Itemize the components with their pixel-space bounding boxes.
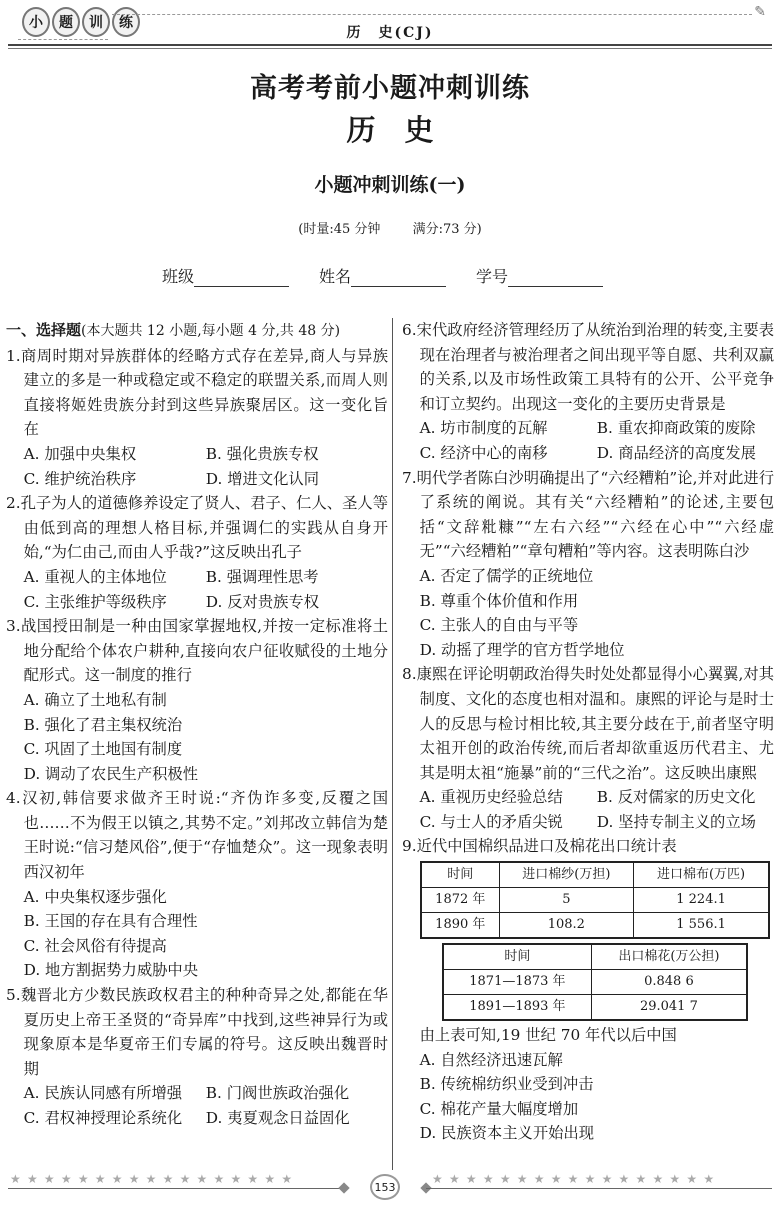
question-4 [6, 786, 388, 983]
question-stem: 1.商周时期对异族群体的经略方式存在差异,商人与异族建立的多是一种或稳定或不稳定的联盟关系,而周人则直接将姬姓贵族分封到这些异族聚居区。这一变化旨在 [6, 346, 388, 439]
right-column [402, 318, 774, 1146]
section-heading [6, 318, 388, 344]
full-score: 满分:73 分) [412, 222, 482, 237]
header-rule [8, 44, 772, 46]
table-row [421, 913, 769, 939]
option-d[interactable]: D. 商品经济的高度发展 [596, 443, 756, 462]
option-c[interactable]: C. 经济中心的南移 [419, 443, 548, 462]
table-header-cell: 时间 [443, 944, 591, 970]
badge-char: 小 [22, 7, 50, 37]
answer-options [402, 785, 774, 834]
table-header-cell: 进口棉纱(万担) [499, 862, 634, 888]
question-stem: 7.明代学者陈白沙明确提出了“六经糟粕”论,并对此进行了系统的阐说。其有关“六经糟粕”的论述,主要包括“文辞粃糠”“左右六经”“六经在心中”“六经虚无”“六经糟粕”“章句糟粕”等内容。这表明陈白沙 [402, 468, 774, 561]
answer-options [6, 885, 388, 983]
table-header-row [421, 862, 769, 888]
option-c[interactable]: C. 巩固了土地国有制度 [23, 740, 183, 759]
header-subject: 历 史(CJ) [346, 25, 434, 41]
table-header-cell: 时间 [421, 862, 499, 888]
export-table [442, 943, 748, 1021]
subtitle: 小题冲刺训练(一) [314, 174, 466, 196]
badge-char: 题 [52, 7, 80, 37]
option-b[interactable]: B. 传统棉纺织业受到冲击 [419, 1075, 594, 1094]
table-header-row [443, 944, 747, 970]
table-cell: 1872 年 [421, 888, 499, 913]
option-a[interactable]: A. 重视历史经验总结 [419, 788, 563, 807]
question-9 [402, 834, 774, 1146]
class-label: 班级 [162, 267, 195, 286]
question-stem: 3.战国授田制是一种由国家掌握地权,并按一定标准将土地分配给个体农户耕种,直接向农户征收赋役的土地分配形式。这一制度的推行 [6, 617, 388, 685]
question-stem: 2.孔子为人的道德修养设定了贤人、君子、仁人、圣人等由低到高的理想人格目标,并强调仁的实践从自身开始,“为仁由己,而由人乎哉?”这反映出孔子 [6, 494, 388, 562]
footer-rule [8, 1188, 344, 1189]
footer-rule [426, 1188, 772, 1189]
table-row [443, 970, 747, 995]
name-label: 姓名 [319, 267, 352, 286]
table-row [443, 995, 747, 1021]
table-cell: 1871—1873 年 [443, 970, 591, 995]
answer-options [402, 1048, 774, 1146]
option-b[interactable]: B. 王国的存在具有合理性 [23, 912, 198, 931]
badge-char: 练 [112, 7, 140, 37]
diamond-icon [338, 1182, 349, 1193]
table-cell: 1 556.1 [634, 913, 769, 939]
question-stem: 8.康熙在评论明朝政治得失时处处都显得小心翼翼,对其制度、文化的态度也相对温和。康熙的评论与是时士人的反思与检讨相比较,其主要分歧在于,前者坚守明太祖开创的政治传统,而后者却欲重返历代君主、尤其是明太祖“施暴”前的“三代之治”。这反映出康熙 [402, 665, 774, 782]
question-prompt: 由上表可知,19 世纪 70 年代以后中国 [419, 1026, 677, 1045]
star-row: ★★★★★★★★★★★★★★★★★ [432, 1172, 721, 1186]
option-a[interactable]: A. 自然经济迅速瓦解 [419, 1050, 563, 1069]
question-stem: 5.魏晋北方少数民族政权君主的种种奇异之处,都能在华夏历史上帝王圣贤的“奇异库”中找到,这些神异行为或现象原本是华夏帝王们专属的符号。这反映出魏晋时期 [6, 986, 388, 1078]
table-cell: 1891—1893 年 [443, 995, 591, 1021]
option-a[interactable]: A. 加强中央集权 [23, 444, 137, 463]
option-c[interactable]: C. 与士人的矛盾尖锐 [419, 812, 563, 831]
answer-options [6, 442, 388, 491]
question-6 [402, 318, 774, 466]
option-a[interactable]: A. 否定了儒学的正统地位 [419, 566, 594, 585]
time-limit: (时量:45 分钟 [298, 222, 381, 237]
question-8 [402, 662, 774, 834]
question-3 [6, 614, 388, 786]
table-cell: 29.041 7 [591, 995, 747, 1021]
table-cell: 1890 年 [421, 913, 499, 939]
table-header-cell: 进口棉布(万匹) [634, 862, 769, 888]
option-b[interactable]: B. 门阀世族政治强化 [205, 1084, 350, 1103]
question-stem: 4.汉初,韩信要求做齐王时说:“齐伪诈多变,反覆之国也……不为假王以镇之,其势不定。”刘邦改立韩信为楚王时说:“信习楚风俗”,便于“存恤楚众”。这一现象表明西汉初年 [6, 789, 388, 882]
option-b[interactable]: B. 强化贵族专权 [205, 444, 319, 463]
page-footer [0, 1172, 780, 1202]
answer-options [6, 1081, 388, 1130]
option-d[interactable]: D. 地方割据势力威胁中央 [23, 961, 199, 980]
table-row [421, 888, 769, 913]
import-table [420, 861, 770, 939]
name-field[interactable] [319, 264, 446, 287]
pencil-icon: ✎ [754, 4, 766, 20]
column-divider [392, 318, 393, 1170]
option-d[interactable]: D. 动摇了理学的官方哲学地位 [419, 640, 625, 659]
table-cell: 108.2 [499, 913, 634, 939]
option-c[interactable]: C. 社会风俗有待提高 [23, 936, 167, 955]
option-a[interactable]: A. 民族认同感有所增强 [23, 1084, 183, 1103]
option-b[interactable]: B. 尊重个体价值和作用 [419, 591, 579, 610]
option-a[interactable]: A. 中央集权逐步强化 [23, 887, 167, 906]
page-number: 153 [370, 1174, 400, 1200]
question-stem: 9.近代中国棉织品进口及棉花出口统计表 [402, 837, 677, 856]
option-c[interactable]: C. 主张维护等级秩序 [23, 592, 167, 611]
question-5 [6, 983, 388, 1131]
option-c[interactable]: C. 君权神授理论系统化 [23, 1109, 183, 1127]
answer-options [402, 564, 774, 662]
answer-options [402, 416, 774, 465]
left-column [6, 318, 388, 1131]
header-rule [8, 48, 772, 49]
question-2 [6, 491, 388, 614]
option-a[interactable]: A. 确立了土地私有制 [23, 690, 167, 709]
answer-options [6, 688, 388, 786]
option-d[interactable]: D. 调动了农民生产积极性 [23, 764, 199, 783]
header-dashed-line [112, 14, 752, 15]
question-stem: 6.宋代政府经济管理经历了从统治到治理的转变,主要表现在治理者与被治理者之间出现平等自愿、共利双赢的关系,以及市场性政策工具特有的公开、公平竞争和订立契约。出现这一变化的主要历史背景是 [402, 321, 774, 413]
option-d[interactable]: D. 反对贵族专权 [205, 592, 320, 611]
option-c[interactable]: C. 维护统治秩序 [23, 469, 137, 488]
table-header-cell: 出口棉花(万公担) [591, 944, 747, 970]
option-b[interactable]: B. 强化了君主集权统治 [23, 715, 183, 734]
option-b[interactable]: B. 重农抑商政策的废除 [596, 419, 756, 438]
badge-char: 训 [82, 7, 110, 37]
option-b[interactable]: B. 强调理性思考 [205, 567, 319, 586]
answer-options [6, 565, 388, 614]
question-1 [6, 344, 388, 492]
star-row: ★★★★★★★★★★★★★★★★★ [10, 1172, 299, 1186]
table-cell: 5 [499, 888, 634, 913]
option-d[interactable]: D. 夷夏观念日益固化 [205, 1109, 350, 1127]
option-d[interactable]: D. 民族资本主义开始出现 [419, 1124, 595, 1143]
option-a[interactable]: A. 重视人的主体地位 [23, 567, 167, 586]
table-cell: 0.848 6 [591, 970, 747, 995]
option-c[interactable]: C. 棉花产量大幅度增加 [419, 1099, 579, 1118]
option-d[interactable]: D. 坚持专制主义的立场 [596, 812, 756, 831]
subject-title: 历 史 [346, 113, 434, 147]
option-b[interactable]: B. 反对儒家的历史文化 [596, 788, 756, 807]
page-title: 高考考前小题冲刺训练 [250, 73, 530, 104]
table-cell: 1 224.1 [634, 888, 769, 913]
class-field[interactable] [162, 264, 289, 287]
page-header [0, 0, 780, 50]
section-title: 一、选择题 [6, 321, 82, 339]
option-c[interactable]: C. 主张人的自由与平等 [419, 616, 579, 635]
question-7 [402, 466, 774, 663]
section-note: (本大题共 12 小题,每小题 4 分,共 48 分) [81, 323, 341, 339]
student-fields [162, 264, 603, 287]
option-a[interactable]: A. 坊市制度的瓦解 [419, 419, 548, 438]
option-d[interactable]: D. 增进文化认同 [205, 469, 320, 488]
student-id-field[interactable] [476, 264, 603, 287]
id-label: 学号 [476, 267, 509, 286]
exam-info [0, 218, 780, 237]
